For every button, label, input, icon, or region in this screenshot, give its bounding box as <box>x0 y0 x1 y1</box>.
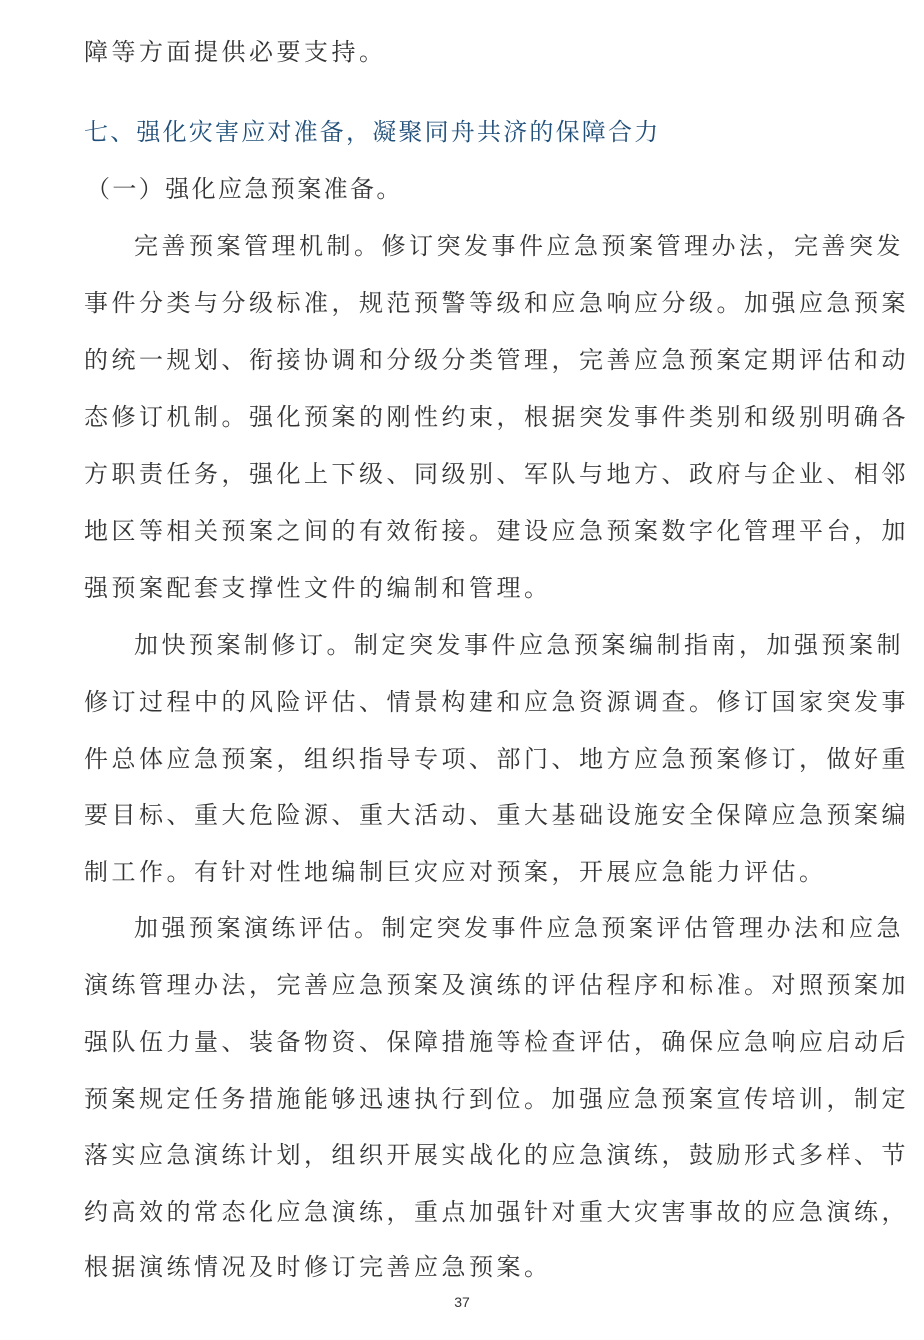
paragraph-line: 的统一规划、衔接协调和分级分类管理，完善应急预案定期评估和动 <box>84 346 909 374</box>
paragraph-line: 加快预案制修订。制定突发事件应急预案编制指南，加强预案制 <box>134 631 904 659</box>
paragraph-line: 制工作。有针对性地编制巨灾应对预案，开展应急能力评估。 <box>84 858 827 886</box>
paragraph-line: 件总体应急预案，组织指导专项、部门、地方应急预案修订，做好重 <box>84 745 909 773</box>
paragraph-line: 加强预案演练评估。制定突发事件应急预案评估管理办法和应急 <box>134 914 904 942</box>
paragraph-line: 约高效的常态化应急演练，重点加强针对重大灾害事故的应急演练， <box>84 1198 909 1226</box>
paragraph-line: 态修订机制。强化预案的刚性约束，根据突发事件类别和级别明确各 <box>84 403 909 431</box>
paragraph-line: 方职责任务，强化上下级、同级别、军队与地方、政府与企业、相邻 <box>84 460 909 488</box>
continuation-text: 障等方面提供必要支持。 <box>84 38 387 66</box>
paragraph-line: 根据演练情况及时修订完善应急预案。 <box>84 1253 552 1281</box>
paragraph-line: 落实应急演练计划，组织开展实战化的应急演练，鼓励形式多样、节 <box>84 1141 909 1169</box>
paragraph-line: 强队伍力量、装备物资、保障措施等检查评估，确保应急响应启动后 <box>84 1028 909 1056</box>
paragraph-line: 地区等相关预案之间的有效衔接。建设应急预案数字化管理平台，加 <box>84 517 909 545</box>
section-heading: 七、强化灾害应对准备，凝聚同舟共济的保障合力 <box>84 118 661 146</box>
paragraph-line: 强预案配套支撑性文件的编制和管理。 <box>84 574 552 602</box>
paragraph-line: 完善预案管理机制。修订突发事件应急预案管理办法，完善突发 <box>134 232 904 260</box>
subsection-heading: （一）强化应急预案准备。 <box>86 175 403 203</box>
paragraph-line: 演练管理办法，完善应急预案及演练的评估程序和标准。对照预案加 <box>84 971 909 999</box>
paragraph-line: 事件分类与分级标准，规范预警等级和应急响应分级。加强应急预案 <box>84 289 909 317</box>
paragraph-line: 要目标、重大危险源、重大活动、重大基础设施安全保障应急预案编 <box>84 801 909 829</box>
paragraph-line: 修订过程中的风险评估、情景构建和应急资源调查。修订国家突发事 <box>84 688 909 716</box>
page-number: 37 <box>454 1294 470 1310</box>
paragraph-line: 预案规定任务措施能够迅速执行到位。加强应急预案宣传培训，制定 <box>84 1085 909 1113</box>
